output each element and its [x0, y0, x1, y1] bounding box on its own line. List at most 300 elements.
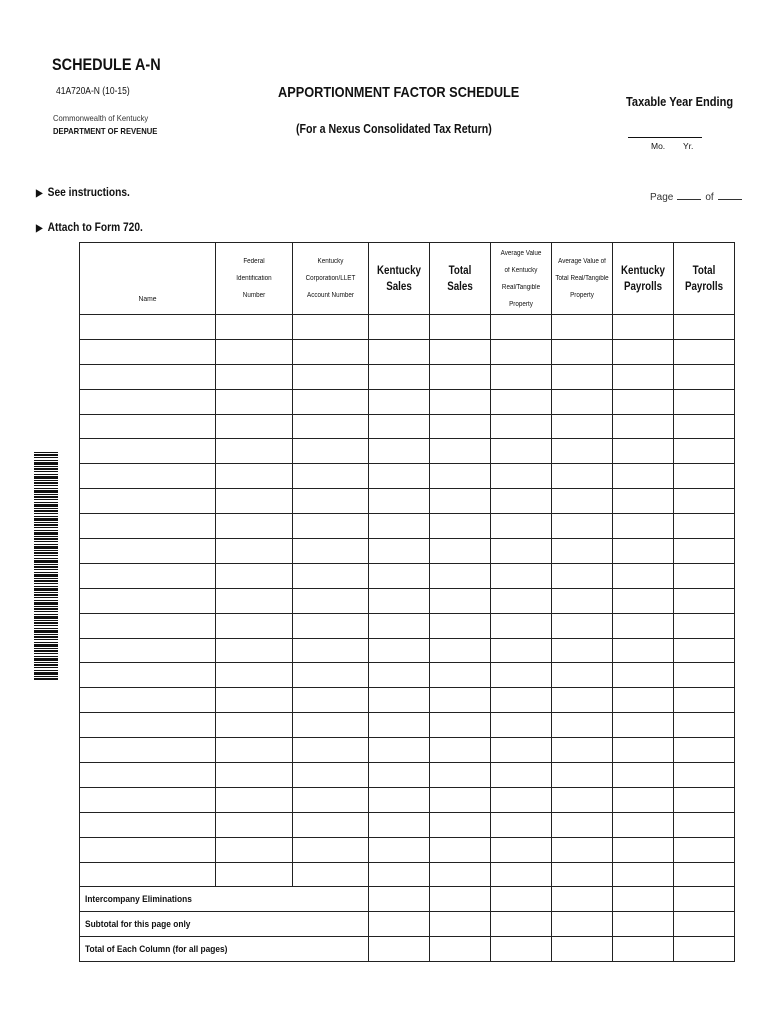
entry-cell[interactable]: [674, 862, 735, 887]
entry-cell[interactable]: [293, 464, 369, 489]
column-header-line: Federal: [243, 258, 265, 265]
entry-cell[interactable]: [491, 489, 552, 514]
entry-cell[interactable]: [216, 489, 293, 514]
table-row: [80, 688, 735, 713]
entry-cell[interactable]: [430, 389, 491, 414]
entry-cell[interactable]: [491, 414, 552, 439]
entry-cell[interactable]: [674, 414, 735, 439]
entry-cell[interactable]: [613, 812, 674, 837]
attach-form-note: [36, 220, 143, 234]
column-header-line: Payrolls: [623, 280, 663, 293]
column-header: [216, 243, 293, 315]
entry-cell[interactable]: [491, 588, 552, 613]
entry-cell[interactable]: [80, 738, 216, 763]
entry-cell[interactable]: [613, 713, 674, 738]
entry-cell[interactable]: [80, 588, 216, 613]
entry-cell[interactable]: [613, 588, 674, 613]
entry-cell[interactable]: [674, 937, 735, 962]
entry-cell[interactable]: [430, 339, 491, 364]
entry-cell[interactable]: [430, 787, 491, 812]
arrow-right-icon: ▶: [36, 223, 43, 234]
entry-cell[interactable]: [613, 638, 674, 663]
entry-cell[interactable]: [491, 937, 552, 962]
entry-cell[interactable]: [613, 389, 674, 414]
barcode-icon: [34, 452, 58, 680]
entry-cell[interactable]: [613, 464, 674, 489]
see-instructions-text: See instructions.: [47, 185, 130, 199]
entry-cell[interactable]: [552, 812, 613, 837]
entry-cell[interactable]: [674, 389, 735, 414]
entry-cell[interactable]: [491, 787, 552, 812]
entry-cell[interactable]: [674, 663, 735, 688]
entry-cell[interactable]: [293, 763, 369, 788]
column-header-line: Kentucky: [620, 264, 666, 277]
entry-cell[interactable]: [552, 414, 613, 439]
entry-cell[interactable]: [674, 638, 735, 663]
entry-cell[interactable]: [80, 663, 216, 688]
entry-cell[interactable]: [430, 812, 491, 837]
summary-row: [80, 937, 735, 962]
entry-cell[interactable]: [80, 364, 216, 389]
entry-cell[interactable]: [552, 539, 613, 564]
entry-cell[interactable]: [293, 713, 369, 738]
column-header: [674, 243, 735, 315]
entry-cell[interactable]: [552, 514, 613, 539]
entry-cell[interactable]: [674, 315, 735, 340]
summary-row-text: Intercompany Eliminations: [85, 893, 192, 905]
entry-cell[interactable]: [430, 364, 491, 389]
entry-cell[interactable]: [552, 389, 613, 414]
entry-cell[interactable]: [216, 837, 293, 862]
table-row: [80, 862, 735, 887]
entry-cell[interactable]: [369, 738, 430, 763]
entry-cell[interactable]: [80, 787, 216, 812]
entry-cell[interactable]: [80, 514, 216, 539]
column-header-line: Number: [242, 292, 266, 299]
entry-cell[interactable]: [216, 763, 293, 788]
entry-cell[interactable]: [552, 364, 613, 389]
entry-cell[interactable]: [293, 812, 369, 837]
table-row: [80, 763, 735, 788]
entry-cell[interactable]: [491, 763, 552, 788]
entry-cell[interactable]: [369, 837, 430, 862]
page-counter: [650, 190, 746, 203]
entry-cell[interactable]: [80, 688, 216, 713]
entry-cell[interactable]: [216, 588, 293, 613]
entry-cell[interactable]: [369, 389, 430, 414]
entry-cell[interactable]: [293, 563, 369, 588]
entry-cell[interactable]: [613, 414, 674, 439]
apportionment-table: [79, 242, 735, 962]
entry-cell[interactable]: [430, 613, 491, 638]
entry-cell[interactable]: [613, 738, 674, 763]
entry-cell[interactable]: [216, 464, 293, 489]
entry-cell[interactable]: [216, 439, 293, 464]
arrow-right-icon: ▶: [36, 188, 43, 199]
entry-cell[interactable]: [430, 887, 491, 912]
entry-cell[interactable]: [430, 514, 491, 539]
table-row: [80, 489, 735, 514]
column-header-line: Payrolls: [684, 280, 724, 293]
column-header-line: Total Real/Tangible: [555, 275, 609, 282]
subtitle: (For a Nexus Consolidated Tax Return): [296, 122, 492, 136]
entry-cell[interactable]: [430, 539, 491, 564]
entry-cell[interactable]: [491, 738, 552, 763]
summary-row-label: [80, 912, 369, 937]
entry-cell[interactable]: [216, 563, 293, 588]
entry-cell[interactable]: [80, 439, 216, 464]
entry-cell[interactable]: [491, 837, 552, 862]
entry-cell[interactable]: [430, 439, 491, 464]
entry-cell[interactable]: [216, 787, 293, 812]
entry-cell[interactable]: [674, 364, 735, 389]
table-row: [80, 787, 735, 812]
entry-cell[interactable]: [491, 439, 552, 464]
entry-cell[interactable]: [80, 339, 216, 364]
entry-cell[interactable]: [613, 887, 674, 912]
column-header-line: Name: [138, 294, 157, 303]
entry-cell[interactable]: [293, 787, 369, 812]
summary-row-text: Subtotal for this page only: [85, 918, 191, 930]
entry-cell[interactable]: [430, 713, 491, 738]
entry-cell[interactable]: [80, 464, 216, 489]
entry-cell[interactable]: [216, 339, 293, 364]
table-row: [80, 514, 735, 539]
entry-cell[interactable]: [369, 862, 430, 887]
entry-cell[interactable]: [369, 489, 430, 514]
entry-cell[interactable]: [674, 912, 735, 937]
entry-cell[interactable]: [491, 514, 552, 539]
entry-cell[interactable]: [293, 514, 369, 539]
entry-cell[interactable]: [80, 812, 216, 837]
main-title: APPORTIONMENT FACTOR SCHEDULE: [278, 84, 520, 101]
table-row: [80, 364, 735, 389]
entry-cell[interactable]: [552, 439, 613, 464]
entry-cell[interactable]: [293, 539, 369, 564]
entry-cell[interactable]: [552, 713, 613, 738]
entry-cell[interactable]: [613, 539, 674, 564]
entry-cell[interactable]: [674, 613, 735, 638]
entry-cell[interactable]: [216, 539, 293, 564]
entry-cell[interactable]: [491, 713, 552, 738]
entry-cell[interactable]: [552, 339, 613, 364]
entry-cell[interactable]: [293, 364, 369, 389]
entry-cell[interactable]: [80, 489, 216, 514]
entry-cell[interactable]: [293, 738, 369, 763]
entry-cell[interactable]: [491, 539, 552, 564]
column-header-line: Corporation/LLET: [305, 275, 356, 282]
table-row: [80, 837, 735, 862]
entry-cell[interactable]: [674, 738, 735, 763]
entry-cell[interactable]: [674, 688, 735, 713]
entry-cell[interactable]: [613, 315, 674, 340]
table-row: [80, 315, 735, 340]
entry-cell[interactable]: [430, 862, 491, 887]
entry-cell[interactable]: [552, 688, 613, 713]
of-label: of: [705, 192, 714, 203]
entry-cell[interactable]: [80, 389, 216, 414]
entry-cell[interactable]: [80, 837, 216, 862]
table-row: [80, 339, 735, 364]
entry-cell[interactable]: [491, 464, 552, 489]
table-row: [80, 563, 735, 588]
column-header-line: Total: [448, 264, 472, 277]
entry-cell[interactable]: [369, 315, 430, 340]
column-header-line: Kentucky: [317, 258, 344, 265]
entry-cell[interactable]: [491, 862, 552, 887]
entry-cell[interactable]: [613, 663, 674, 688]
department-label: DEPARTMENT OF REVENUE: [53, 126, 158, 136]
table-row: [80, 464, 735, 489]
entry-cell[interactable]: [216, 663, 293, 688]
entry-cell[interactable]: [491, 688, 552, 713]
entry-cell[interactable]: [430, 663, 491, 688]
entry-cell[interactable]: [80, 539, 216, 564]
entry-cell[interactable]: [552, 464, 613, 489]
entry-cell[interactable]: [369, 688, 430, 713]
table-header-row: [80, 243, 735, 315]
entry-cell[interactable]: [613, 364, 674, 389]
entry-cell[interactable]: [369, 514, 430, 539]
entry-cell[interactable]: [491, 315, 552, 340]
entry-cell[interactable]: [430, 315, 491, 340]
entry-cell[interactable]: [552, 489, 613, 514]
entry-cell[interactable]: [613, 489, 674, 514]
entry-cell[interactable]: [552, 912, 613, 937]
entry-cell[interactable]: [369, 937, 430, 962]
entry-cell[interactable]: [369, 464, 430, 489]
entry-cell[interactable]: [674, 464, 735, 489]
table-row: [80, 414, 735, 439]
entry-cell[interactable]: [293, 613, 369, 638]
entry-cell[interactable]: [80, 414, 216, 439]
entry-cell[interactable]: [674, 439, 735, 464]
table-row: [80, 539, 735, 564]
entry-cell[interactable]: [216, 688, 293, 713]
entry-cell[interactable]: [552, 738, 613, 763]
column-header-line: Sales: [447, 280, 473, 293]
entry-cell[interactable]: [369, 563, 430, 588]
entry-cell[interactable]: [552, 787, 613, 812]
entry-cell[interactable]: [369, 812, 430, 837]
entry-cell[interactable]: [369, 439, 430, 464]
entry-cell[interactable]: [552, 837, 613, 862]
entry-cell[interactable]: [369, 763, 430, 788]
entry-cell[interactable]: [430, 738, 491, 763]
column-header: [293, 243, 369, 315]
entry-cell[interactable]: [216, 315, 293, 340]
entry-cell[interactable]: [216, 613, 293, 638]
entry-cell[interactable]: [430, 588, 491, 613]
entry-cell[interactable]: [80, 862, 216, 887]
column-header: [80, 243, 216, 315]
taxable-year-field[interactable]: [628, 137, 702, 138]
entry-cell[interactable]: [293, 663, 369, 688]
entry-cell[interactable]: [613, 439, 674, 464]
table-row: [80, 638, 735, 663]
entry-cell[interactable]: [491, 339, 552, 364]
entry-cell[interactable]: [674, 588, 735, 613]
entry-cell[interactable]: [430, 563, 491, 588]
table-row: [80, 812, 735, 837]
table-row: [80, 663, 735, 688]
entry-cell[interactable]: [613, 787, 674, 812]
entry-cell[interactable]: [216, 862, 293, 887]
entry-cell[interactable]: [80, 713, 216, 738]
entry-cell[interactable]: [491, 364, 552, 389]
entry-cell[interactable]: [674, 713, 735, 738]
entry-cell[interactable]: [293, 588, 369, 613]
entry-cell[interactable]: [552, 937, 613, 962]
entry-cell[interactable]: [216, 414, 293, 439]
entry-cell[interactable]: [293, 339, 369, 364]
table-row: [80, 713, 735, 738]
entry-cell[interactable]: [293, 439, 369, 464]
entry-cell[interactable]: [674, 812, 735, 837]
entry-cell[interactable]: [613, 339, 674, 364]
entry-cell[interactable]: [491, 563, 552, 588]
entry-cell[interactable]: [216, 389, 293, 414]
entry-cell[interactable]: [369, 364, 430, 389]
entry-cell[interactable]: [552, 862, 613, 887]
entry-cell[interactable]: [369, 539, 430, 564]
summary-row-text: Total of Each Column (for all pages): [85, 943, 228, 955]
entry-cell[interactable]: [369, 912, 430, 937]
entry-cell[interactable]: [80, 638, 216, 663]
entry-cell[interactable]: [674, 787, 735, 812]
entry-cell[interactable]: [369, 638, 430, 663]
entry-cell[interactable]: [613, 613, 674, 638]
entry-cell[interactable]: [293, 837, 369, 862]
entry-cell[interactable]: [293, 315, 369, 340]
entry-cell[interactable]: [430, 837, 491, 862]
column-header-line: Property: [570, 292, 594, 299]
entry-cell[interactable]: [80, 613, 216, 638]
column-header-line: Average Value: [500, 249, 542, 257]
entry-cell[interactable]: [491, 912, 552, 937]
entry-cell[interactable]: [491, 638, 552, 663]
entry-cell[interactable]: [430, 937, 491, 962]
entry-cell[interactable]: [552, 563, 613, 588]
entry-cell[interactable]: [613, 837, 674, 862]
entry-cell[interactable]: [613, 563, 674, 588]
summary-row-label: [80, 937, 369, 962]
entry-cell[interactable]: [613, 912, 674, 937]
page-total-field[interactable]: [718, 190, 742, 200]
entry-cell[interactable]: [293, 862, 369, 887]
entry-cell[interactable]: [293, 414, 369, 439]
entry-cell[interactable]: [552, 663, 613, 688]
entry-cell[interactable]: [674, 489, 735, 514]
entry-cell[interactable]: [613, 688, 674, 713]
entry-cell[interactable]: [613, 862, 674, 887]
column-header-line: Identification: [236, 275, 272, 282]
entry-cell[interactable]: [674, 837, 735, 862]
column-header: [369, 243, 430, 315]
entry-cell[interactable]: [491, 613, 552, 638]
entry-cell[interactable]: [216, 364, 293, 389]
entry-cell[interactable]: [80, 763, 216, 788]
entry-cell[interactable]: [552, 613, 613, 638]
entry-cell[interactable]: [430, 464, 491, 489]
entry-cell[interactable]: [369, 339, 430, 364]
taxable-year-label: Taxable Year Ending: [626, 94, 734, 109]
entry-cell[interactable]: [674, 887, 735, 912]
entry-cell[interactable]: [293, 688, 369, 713]
entry-cell[interactable]: [369, 787, 430, 812]
entry-cell[interactable]: [491, 812, 552, 837]
table-row: [80, 389, 735, 414]
column-header: [491, 243, 552, 315]
entry-cell[interactable]: [369, 713, 430, 738]
entry-cell[interactable]: [674, 514, 735, 539]
column-header: [430, 243, 491, 315]
entry-cell[interactable]: [369, 613, 430, 638]
entry-cell[interactable]: [80, 315, 216, 340]
entry-cell[interactable]: [369, 663, 430, 688]
month-label: Mo.: [651, 141, 666, 151]
entry-cell[interactable]: [293, 638, 369, 663]
entry-cell[interactable]: [369, 588, 430, 613]
entry-cell[interactable]: [369, 414, 430, 439]
column-header: [552, 243, 613, 315]
entry-cell[interactable]: [613, 937, 674, 962]
entry-cell[interactable]: [491, 663, 552, 688]
commonwealth-label: Commonwealth of Kentucky: [53, 113, 149, 123]
entry-cell[interactable]: [430, 912, 491, 937]
table-row: [80, 439, 735, 464]
entry-cell[interactable]: [369, 887, 430, 912]
column-header-line: Property: [509, 300, 533, 308]
entry-cell[interactable]: [552, 763, 613, 788]
entry-cell[interactable]: [674, 339, 735, 364]
entry-cell[interactable]: [613, 763, 674, 788]
page-number-field[interactable]: [677, 190, 701, 200]
entry-cell[interactable]: [491, 389, 552, 414]
entry-cell[interactable]: [293, 389, 369, 414]
entry-cell[interactable]: [552, 315, 613, 340]
entry-cell[interactable]: [216, 738, 293, 763]
entry-cell[interactable]: [216, 812, 293, 837]
entry-cell[interactable]: [491, 887, 552, 912]
entry-cell[interactable]: [430, 414, 491, 439]
column-header: [613, 243, 674, 315]
form-number: 41A720A-N (10-15): [56, 86, 130, 97]
entry-cell[interactable]: [552, 887, 613, 912]
entry-cell[interactable]: [293, 489, 369, 514]
entry-cell[interactable]: [674, 563, 735, 588]
entry-cell[interactable]: [430, 638, 491, 663]
entry-cell[interactable]: [552, 588, 613, 613]
entry-cell[interactable]: [80, 563, 216, 588]
entry-cell[interactable]: [216, 514, 293, 539]
entry-cell[interactable]: [216, 638, 293, 663]
entry-cell[interactable]: [552, 638, 613, 663]
column-header-line: Account Number: [307, 292, 354, 299]
column-header-line: Kentucky: [376, 264, 422, 277]
entry-cell[interactable]: [674, 763, 735, 788]
entry-cell[interactable]: [613, 514, 674, 539]
summary-row: [80, 887, 735, 912]
entry-cell[interactable]: [430, 763, 491, 788]
entry-cell[interactable]: [430, 489, 491, 514]
column-header-line: Total: [692, 264, 716, 277]
entry-cell[interactable]: [674, 539, 735, 564]
entry-cell[interactable]: [430, 688, 491, 713]
table-row: [80, 613, 735, 638]
year-label: Yr.: [683, 141, 694, 151]
entry-cell[interactable]: [216, 713, 293, 738]
